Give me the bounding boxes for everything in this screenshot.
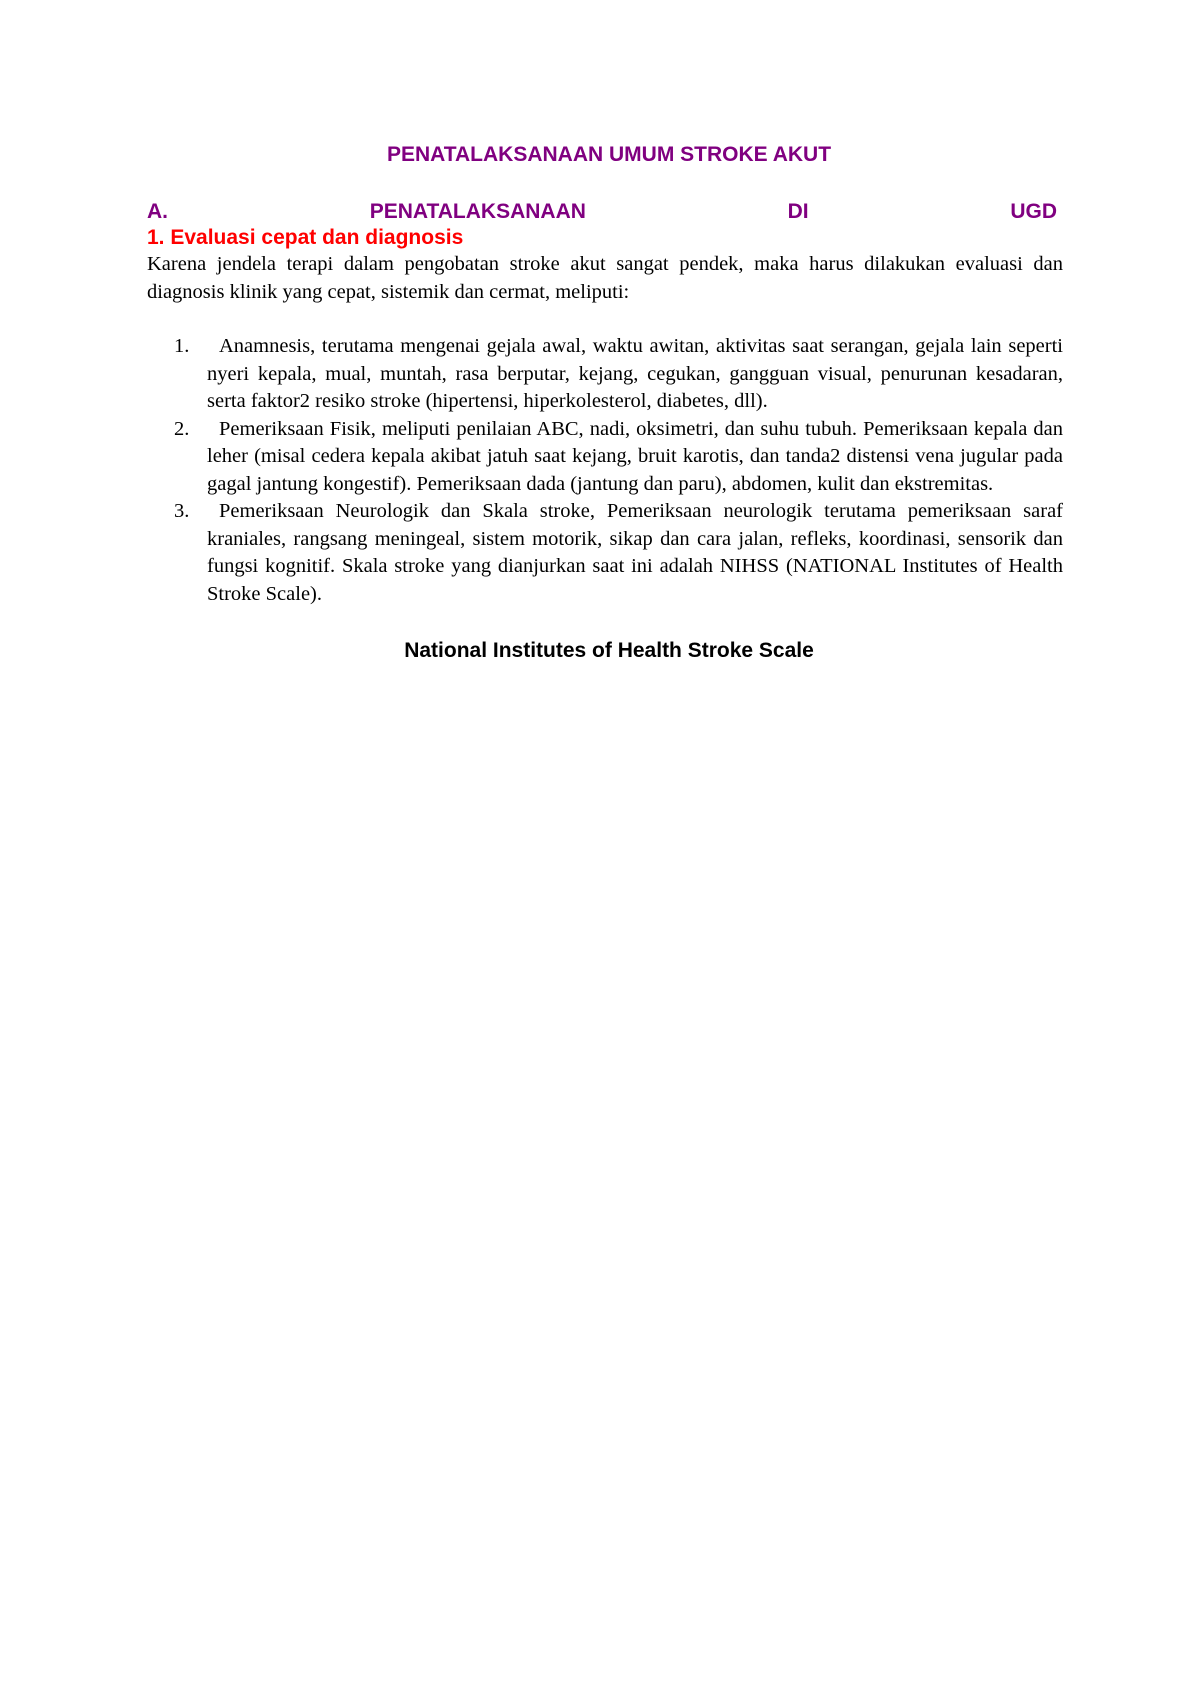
section-letter: A. <box>147 200 168 223</box>
list-item-text: Pemeriksaan Neurologik dan Skala stroke, Pemeriksaan neurologik terutama pemeriksaan saraf kraniales, rangsang meningeal, sistem motorik, sikap dan cara jalan, refleks, koordinasi, sensorik dan fungsi kognitif. Skala stroke yang dianjurkan saat ini adalah NIHSS (NATIONAL Institutes of Health Stroke Scale). <box>207 500 1063 605</box>
nihss-scale-title: National Institutes of Health Stroke Scale <box>404 639 814 662</box>
list-item-text: Anamnesis, terutama mengenai gejala awal, waktu awitan, aktivitas saat serangan, gejala lain seperti nyeri kepala, mual, muntah, rasa berputar, kejang, cegukan, gangguan visual, penurunan kesadaran, serta faktor2 resiko stroke (hipertensi, hiperkolesterol, diabetes, dll). <box>207 335 1063 412</box>
list-item-number: 2. <box>174 417 190 440</box>
section-heading <box>147 199 1063 225</box>
intro-paragraph: Karena jendela terapi dalam pengobatan stroke akut sangat pendek, maka harus dilakukan evaluasi dan diagnosis klinik yang cepat, sistemik dan cermat, meliputi: <box>147 253 1063 303</box>
list-item-number: 3. <box>174 500 190 522</box>
list-item <box>147 333 1063 416</box>
list-item-text: Pemeriksaan Fisik, meliputi penilaian ABC, nadi, oksimetri, dan suhu tubuh. Pemeriksaan kepala dan leher (misal cedera kepala akibat jatuh saat kejang, bruit karotis, dan tanda2 distensi vena jugular pada gagal jantung kongestif). Pemeriksaan dada (jantung dan paru), abdomen, kulit dan ekstremitas. <box>207 417 1063 495</box>
evaluation-list <box>147 333 1063 608</box>
section-word-penatalaksanaan: PENATALAKSANAAN <box>369 200 586 223</box>
section-word-di: DI <box>787 200 809 223</box>
section-word-ugd: UGD <box>1010 200 1057 223</box>
subsection-heading: 1. Evaluasi cepat dan diagnosis <box>147 226 464 249</box>
document-content <box>147 140 1063 683</box>
list-item <box>147 416 1063 499</box>
list-item-number: 1. <box>174 335 190 357</box>
list-item <box>147 498 1063 608</box>
document-title: PENATALAKSANAAN UMUM STROKE AKUT <box>386 143 832 166</box>
